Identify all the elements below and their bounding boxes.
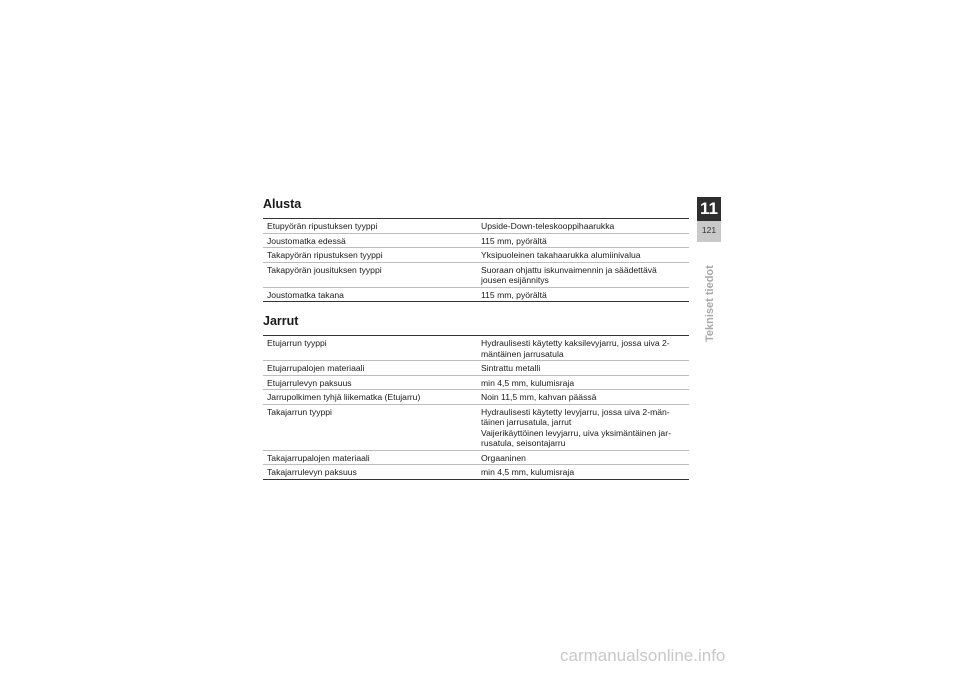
table-row	[263, 405, 689, 451]
table-row	[263, 376, 689, 391]
chapter-side-title: Tekniset tiedot	[704, 265, 716, 342]
section-title: Jarrut	[263, 314, 299, 328]
spec-table-alusta	[263, 218, 689, 302]
spec-value: Hydraulisesti käytetty kaksilevyjarru, jossa uiva 2- mäntäinen jarrusatula	[481, 338, 670, 359]
spec-label: Takajarrupalojen materiaali	[267, 452, 370, 463]
spec-label: Etujarrun tyyppi	[267, 338, 327, 348]
table-row	[263, 234, 689, 249]
spec-value: 115 mm, pyörältä	[481, 289, 547, 300]
spec-content	[263, 196, 689, 491]
table-row	[263, 451, 689, 466]
spec-value: Upside-Down-teleskooppihaarukka	[481, 221, 615, 231]
chapter-number: 11	[700, 199, 718, 218]
table-row	[263, 248, 689, 263]
table-row	[263, 288, 689, 303]
table-row	[263, 465, 689, 480]
spec-label: Takajarrun tyyppi	[267, 406, 332, 417]
table-row	[263, 219, 689, 234]
table-row	[263, 336, 689, 361]
table-row	[263, 361, 689, 376]
section-title: Alusta	[263, 197, 302, 211]
spec-value: Sintrattu metalli	[481, 363, 541, 373]
section-alusta	[263, 196, 689, 302]
spec-label: Takapyörän jousituksen tyyppi	[267, 264, 382, 275]
spec-label: Joustomatka takana	[267, 289, 344, 300]
spec-value: Orgaaninen	[481, 452, 526, 463]
section-jarrut	[263, 313, 689, 480]
spec-value: Noin 11,5 mm, kahvan päässä	[481, 392, 597, 402]
spec-value: Suoraan ohjattu iskunvaimennin ja säädettävä jousen esijännitys	[481, 264, 657, 285]
spec-label: Etujarrupalojen materiaali	[267, 363, 365, 373]
spec-value: Hydraulisesti käytetty levyjarru, jossa uiva 2-män- täinen jarrusatula, jarrut Vaijerikäyttöinen levyjarru, uiva yksimäntäinen jar- rusatula, seisontajarru	[481, 406, 671, 448]
spec-label: Takapyörän ripustuksen tyyppi	[267, 250, 383, 260]
spec-label: Etupyörän ripustuksen tyyppi	[267, 221, 378, 231]
chapter-tab	[697, 197, 721, 242]
spec-value: 115 mm, pyörältä	[481, 235, 547, 246]
spec-label: Etujarrulevyn paksuus	[267, 377, 352, 388]
spec-label: Takajarrulevyn paksuus	[267, 467, 357, 477]
spec-value: min 4,5 mm, kulumisraja	[481, 377, 575, 388]
watermark: carmanualsonline.info	[560, 646, 726, 665]
spec-label: Joustomatka edessä	[267, 235, 346, 246]
page-number: 121	[701, 225, 717, 235]
spec-value: min 4,5 mm, kulumisraja	[481, 467, 575, 477]
table-row	[263, 263, 689, 288]
spec-value: Yksipuoleinen takahaarukka alumiinivalua	[481, 250, 641, 260]
spec-table-jarrut	[263, 335, 689, 480]
table-row	[263, 390, 689, 405]
spec-label: Jarrupolkimen tyhjä liikematka (Etujarru)	[267, 392, 421, 402]
